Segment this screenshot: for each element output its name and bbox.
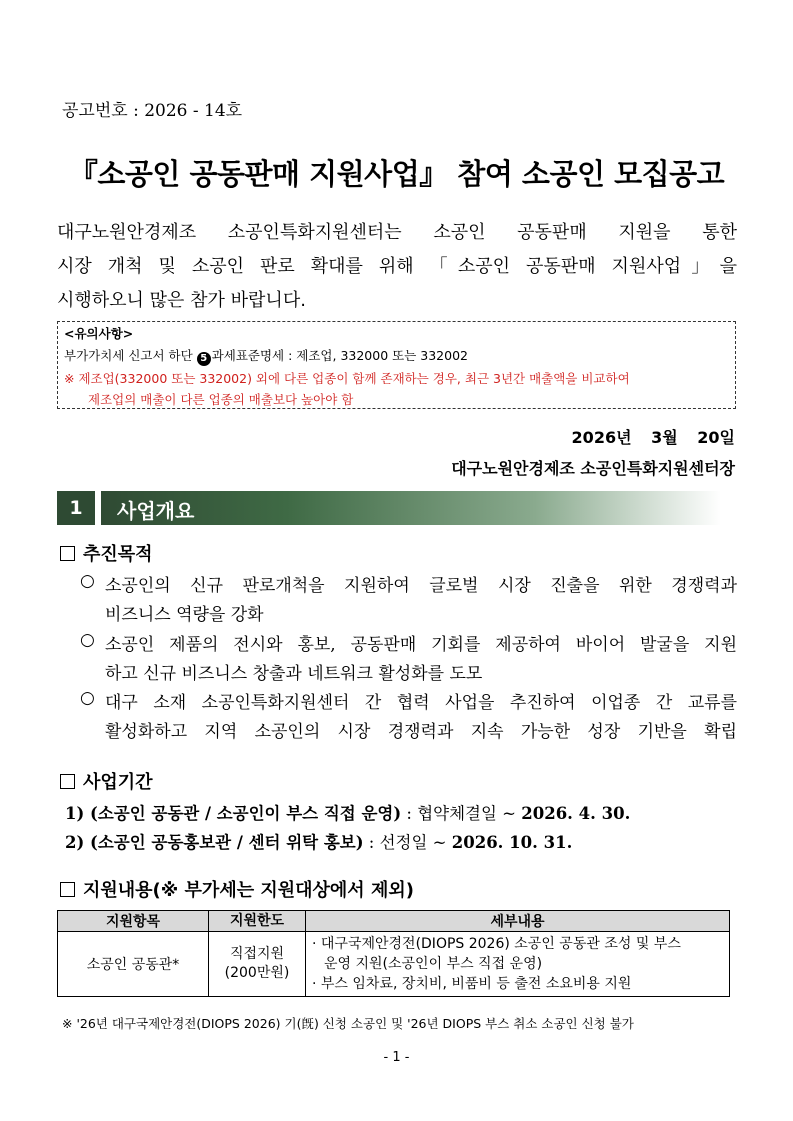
notice-date: 2026년 3월 20일 xyxy=(571,428,735,447)
section-number: 1 xyxy=(57,491,95,525)
purpose-heading-text: 추진목적 xyxy=(83,544,153,565)
caution-heading: <유의사항> xyxy=(64,326,134,341)
section-title: 사업개요 xyxy=(117,499,195,523)
purpose-item-2-line-1: 소공인 제품의 전시와 홍보, 공동판매 기회를 제공하여 바이어 발굴을 지원 xyxy=(105,635,737,655)
notice-number: 공고번호 : 2026 - 14호 xyxy=(62,101,243,121)
purpose-item-2-line-2: 하고 신규 비즈니스 창출과 네트워크 활성화를 도모 xyxy=(105,664,483,684)
period-item-1-prefix: 협약체결일 ~ xyxy=(417,804,522,823)
table-header-limit: 지원한도 xyxy=(209,911,306,932)
square-bullet-icon xyxy=(60,882,75,897)
bullet-icon: ○ xyxy=(80,630,95,650)
detail-line-1: · 대구국제안경전(DIOPS 2026) 소공인 공동관 조성 및 부스 xyxy=(312,936,681,952)
bullet-icon: ○ xyxy=(80,571,95,591)
organization-name: 대구노원안경제조 소공인특화지원센터장 xyxy=(451,459,735,478)
period-item-2-label: 2) (소공인 공동홍보관 / 센터 위탁 홍보) xyxy=(65,833,364,852)
support-table xyxy=(57,910,730,997)
table-header-item: 지원항목 xyxy=(58,911,209,932)
caution-line-2: ※ 제조업(332000 또는 332002) 외에 다른 업종이 함께 존재하는 경우, 최근 3년간 매출액을 비교하여 xyxy=(64,371,630,386)
table-cell-detail xyxy=(306,932,730,997)
purpose-item-3-line-2: 활성화하고 지역 소공인의 시장 경쟁력과 지속 가능한 성장 기반을 확립 xyxy=(105,722,737,742)
period-item-1 xyxy=(65,800,630,824)
table-cell-item: 소공인 공동관* xyxy=(58,932,209,997)
intro-line-1: 대구노원안경제조 소공인특화지원센터는 소공인 공동판매 지원을 통한 xyxy=(57,222,737,243)
support-heading-text: 지원내용(※ 부가세는 지원대상에서 제외) xyxy=(83,880,414,901)
period-item-2 xyxy=(65,829,572,853)
page-title: 『소공인 공동판매 지원사업』 참여 소공인 모집공고 xyxy=(68,157,725,191)
period-item-1-label: 1) (소공인 공동관 / 소공인이 부스 직접 운영) xyxy=(65,804,402,823)
square-bullet-icon xyxy=(60,774,75,789)
page-number: - 1 - xyxy=(383,1050,410,1065)
purpose-item-3-line-1: 대구 소재 소공인특화지원센터 간 협력 사업을 추진하여 이업종 간 교류를 xyxy=(105,693,737,713)
caution-line-3: 제조업의 매출이 다른 업종의 매출보다 높아야 함 xyxy=(88,392,354,407)
period-item-2-date: 2026. 10. 31. xyxy=(451,833,573,852)
period-item-2-sep: : xyxy=(363,833,380,852)
caution-line-1 xyxy=(64,346,468,366)
caution-line-1-prefix: 부가가치세 신고서 하단 xyxy=(64,348,197,363)
period-item-1-date: 2026. 4. 30. xyxy=(521,804,631,823)
table-header-row xyxy=(58,911,730,932)
square-bullet-icon xyxy=(60,546,75,561)
limit-line-2: (200만원) xyxy=(224,965,290,981)
period-heading-text: 사업기간 xyxy=(83,772,153,793)
intro-line-2: 시장 개척 및 소공인 판로 확대를 위해 「소공인 공동판매 지원사업」을 xyxy=(57,256,737,277)
purpose-heading xyxy=(60,540,153,566)
table-cell-limit xyxy=(209,932,306,997)
support-heading xyxy=(60,876,414,902)
circled-number-icon: 5 xyxy=(197,352,211,366)
table-row xyxy=(58,932,730,997)
purpose-item-1-line-2: 비즈니스 역량을 강화 xyxy=(105,605,264,625)
bullet-icon: ○ xyxy=(80,688,95,708)
footnote: ※ '26년 대구국제안경전(DIOPS 2026) 기(旣) 신청 소공인 및 '26년 DIOPS 부스 취소 소공인 신청 불가 xyxy=(62,1016,634,1031)
intro-line-3: 시행하오니 많은 참가 바랍니다. xyxy=(57,290,306,311)
purpose-item-1-line-1: 소공인의 신규 판로개척을 지원하여 글로벌 시장 진출을 위한 경쟁력과 xyxy=(105,576,737,596)
period-heading xyxy=(60,768,153,794)
detail-line-2: 운영 지원(소공인이 부스 직접 운영) xyxy=(324,956,543,972)
detail-line-3: · 부스 임차료, 장치비, 비품비 등 출전 소요비용 지원 xyxy=(312,976,632,992)
caution-line-1-rest: 과세표준명세 : 제조업, 332000 또는 332002 xyxy=(211,348,468,363)
limit-line-1: 직접지원 xyxy=(229,946,285,962)
period-item-2-prefix: 선정일 ~ xyxy=(379,833,452,852)
table-header-detail: 세부내용 xyxy=(306,911,730,932)
period-item-1-sep: : xyxy=(401,804,418,823)
